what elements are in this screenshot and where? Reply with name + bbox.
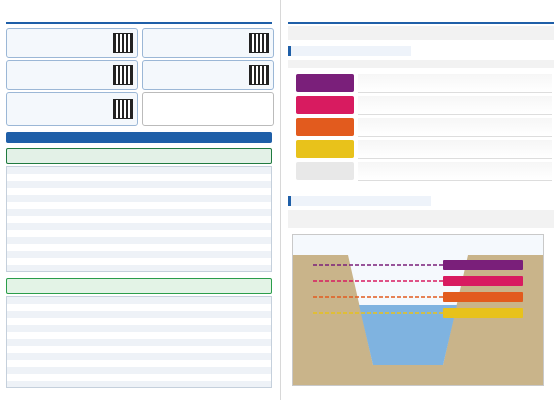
water-level-tag <box>443 276 523 286</box>
alert-level-swatch <box>296 118 354 136</box>
shelter-list-band <box>6 132 272 143</box>
water-level-heading <box>288 196 431 206</box>
river-water <box>359 305 457 365</box>
early-shelter-table <box>6 166 272 272</box>
water-level-tag <box>443 308 523 318</box>
water-level-tag <box>443 260 523 270</box>
qr-code-icon <box>249 33 269 53</box>
alert-level-description <box>358 74 552 93</box>
alert-level-description <box>358 118 552 137</box>
info-source-box <box>142 28 274 58</box>
alert-level-note <box>288 60 554 68</box>
alert-level-description <box>358 162 552 181</box>
info-source-box <box>6 28 138 58</box>
qr-code-icon <box>113 99 133 119</box>
info-source-box <box>6 60 138 90</box>
left-page-header <box>6 6 272 24</box>
left-page <box>0 0 278 400</box>
alert-level-swatch <box>296 96 354 114</box>
alert-level-swatch <box>296 140 354 158</box>
emergency-shelter-heading <box>6 278 272 294</box>
qr-code-icon <box>113 65 133 85</box>
alert-level-swatch <box>296 74 354 92</box>
alert-level-heading <box>288 46 411 56</box>
qr-code-icon <box>249 65 269 85</box>
info-source-box <box>6 92 138 126</box>
page-divider <box>280 0 281 400</box>
water-level-tag <box>443 292 523 302</box>
info-source-box <box>142 60 274 90</box>
emergency-shelter-table <box>6 296 272 388</box>
tv-info-box <box>142 92 274 126</box>
water-level-diagram <box>292 234 544 386</box>
alert-level-description <box>358 96 552 115</box>
alert-level-swatch <box>296 162 354 180</box>
alert-level-description <box>358 140 552 159</box>
early-shelter-heading <box>6 148 272 164</box>
right-page <box>282 0 560 400</box>
qr-code-icon <box>113 33 133 53</box>
intro-text-block <box>288 26 554 40</box>
right-page-header <box>288 6 554 24</box>
water-level-text-block <box>288 210 554 228</box>
river-cross-section-svg <box>293 235 543 385</box>
